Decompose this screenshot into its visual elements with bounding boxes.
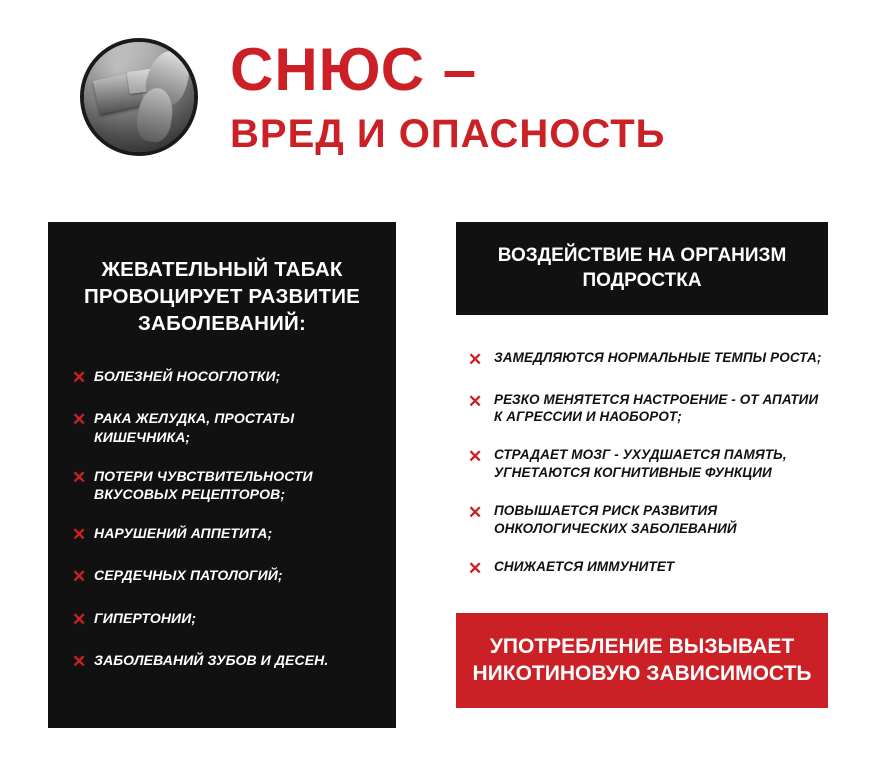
- cross-icon: ✕: [72, 567, 87, 587]
- page-title: СНЮС –: [230, 36, 478, 103]
- list-item-label: РЕЗКО МЕНЯТЕТСЯ НАСТРОЕНИЕ - ОТ АПАТИИ К АГРЕССИИ И НАОБОРОТ;: [494, 391, 819, 425]
- diseases-list: [72, 367, 372, 672]
- addiction-banner: УПОТРЕБЛЕНИЕ ВЫЗЫВАЕТ НИКОТИНОВУЮ ЗАВИСИМОСТЬ: [456, 613, 828, 708]
- list-item-label: РАКА ЖЕЛУДКА, ПРОСТАТЫ КИШЕЧНИКА;: [94, 410, 295, 445]
- cross-icon: ✕: [72, 368, 87, 388]
- diseases-panel-title: ЖЕВАТЕЛЬНЫЙ ТАБАК ПРОВОЦИРУЕТ РАЗВИТИЕ ЗАБОЛЕВАНИЙ:: [83, 258, 361, 336]
- poster-header: [80, 38, 665, 156]
- list-item: [72, 367, 372, 388]
- list-item: [72, 409, 372, 445]
- cross-icon: ✕: [72, 651, 87, 671]
- photo-shading-overlay: [84, 42, 194, 152]
- list-item: [72, 524, 372, 545]
- list-item-label: ЗАБОЛЕВАНИЙ ЗУБОВ И ДЕСЕН.: [94, 651, 329, 668]
- diseases-panel: [48, 222, 396, 728]
- list-item-label: БОЛЕЗНЕЙ НОСОГЛОТКИ;: [94, 368, 281, 385]
- list-item: [468, 558, 822, 579]
- list-item-label: ЗАМЕДЛЯЮТСЯ НОРМАЛЬНЫЕ ТЕМПЫ РОСТА;: [494, 350, 822, 366]
- cross-icon: ✕: [72, 410, 87, 430]
- list-item: [72, 651, 372, 672]
- list-item-label: ГИПЕРТОНИИ;: [94, 609, 197, 626]
- cross-icon: ✕: [468, 447, 483, 467]
- list-item: [468, 349, 822, 370]
- snus-photo-icon: [80, 38, 198, 156]
- list-item-label: ПОВЫШАЕТСЯ РИСК РАЗВИТИЯ ОНКОЛОГИЧЕСКИХ ЗАБОЛЕВАНИЙ: [494, 502, 737, 536]
- cross-icon: ✕: [468, 502, 483, 522]
- page-subtitle: ВРЕД И ОПАСНОСТЬ: [230, 112, 666, 156]
- list-item: [72, 467, 372, 503]
- cross-icon: ✕: [72, 609, 87, 629]
- cross-icon: ✕: [468, 350, 483, 370]
- cross-icon: ✕: [72, 467, 87, 487]
- teen-effects-panel: [456, 222, 828, 599]
- cross-icon: ✕: [468, 391, 483, 411]
- list-item-label: НАРУШЕНИЙ АППЕТИТА;: [94, 525, 273, 542]
- list-item: [72, 609, 372, 630]
- title-block: [230, 36, 666, 156]
- list-item: [468, 446, 822, 482]
- list-item: [468, 391, 822, 427]
- teen-effects-header: ВОЗДЕЙСТВИЕ НА ОРГАНИЗМ ПОДРОСТКА: [456, 222, 828, 315]
- teen-effects-list: [456, 315, 828, 578]
- list-item-label: СЕРДЕЧНЫХ ПАТОЛОГИЙ;: [94, 567, 283, 584]
- list-item-label: СТРАДАЕТ МОЗГ - УХУДШАЕТСЯ ПАМЯТЬ, УГНЕТАЮТСЯ КОГНИТИВНЫЕ ФУНКЦИИ: [494, 447, 787, 481]
- list-item: [72, 566, 372, 587]
- list-item-label: ПОТЕРИ ЧУВСТВИТЕЛЬНОСТИ ВКУСОВЫХ РЕЦЕПТОРОВ;: [94, 467, 313, 502]
- list-item-label: СНИЖАЕТСЯ ИММУНИТЕТ: [494, 558, 675, 574]
- list-item: [468, 502, 822, 538]
- cross-icon: ✕: [72, 525, 87, 545]
- cross-icon: ✕: [468, 558, 483, 578]
